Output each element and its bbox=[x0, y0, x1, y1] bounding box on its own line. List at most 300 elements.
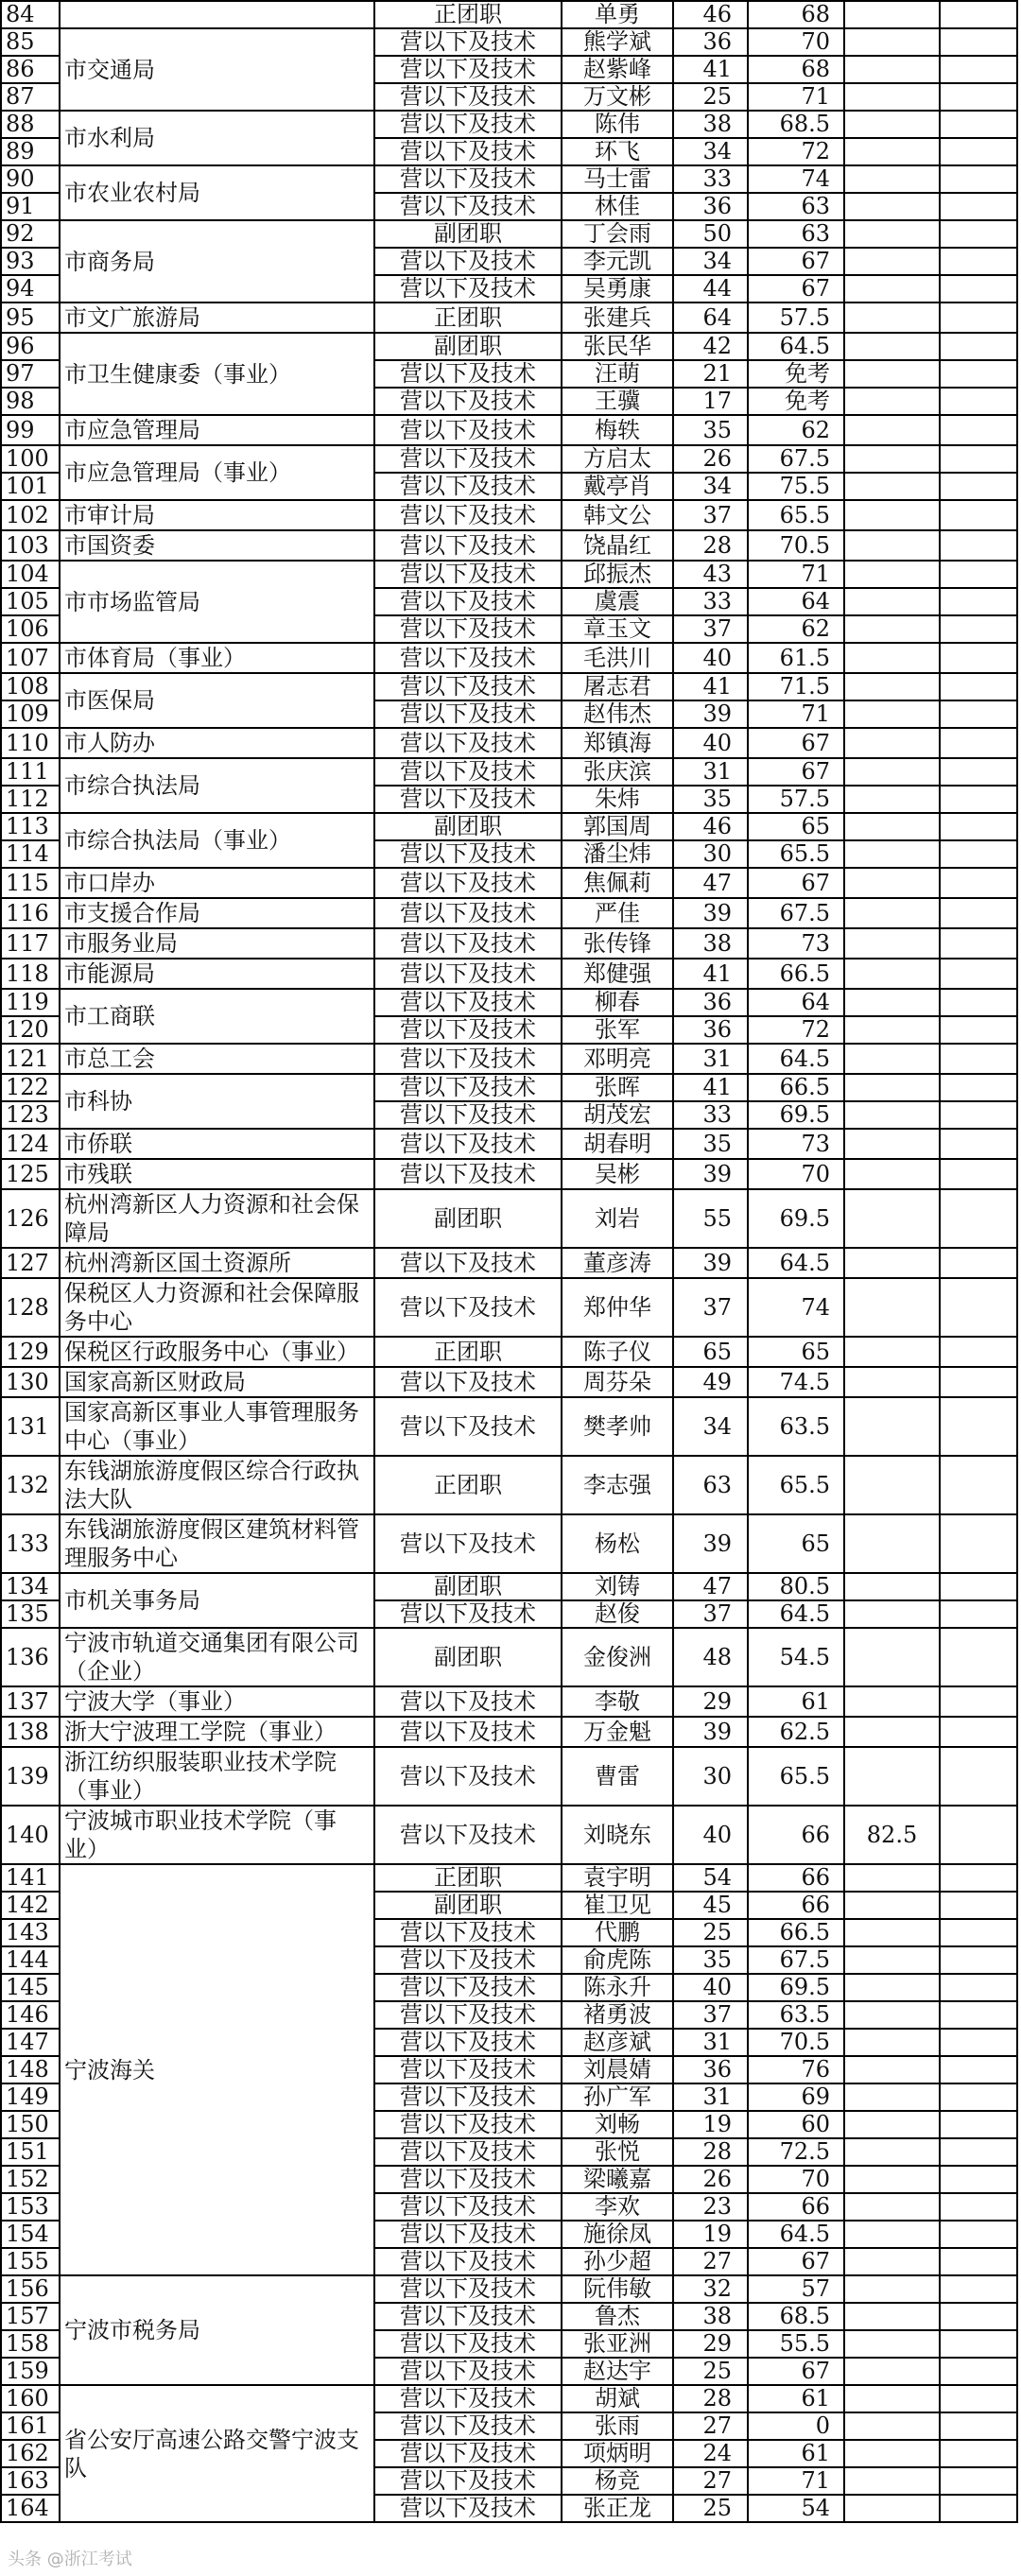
rank-cell: 营以下及技术 bbox=[374, 2248, 562, 2275]
age-cell: 19 bbox=[673, 2221, 748, 2248]
name-cell: 吴彬 bbox=[562, 1159, 673, 1189]
row-number: 143 bbox=[1, 1919, 60, 1946]
unit-cell: 杭州湾新区人力资源和社会保障局 bbox=[60, 1189, 374, 1248]
age-cell: 37 bbox=[673, 500, 748, 530]
empty-cell bbox=[940, 1747, 1017, 1806]
final-score-cell bbox=[844, 1367, 940, 1397]
age-cell: 28 bbox=[673, 2385, 748, 2412]
name-cell: 熊学斌 bbox=[562, 28, 673, 56]
empty-cell bbox=[940, 500, 1017, 530]
final-score-cell bbox=[844, 2056, 940, 2083]
empty-cell bbox=[940, 473, 1017, 500]
unit-cell: 市口岸办 bbox=[60, 868, 374, 898]
empty-cell bbox=[940, 2029, 1017, 2056]
age-cell: 41 bbox=[673, 1074, 748, 1101]
score-cell: 65 bbox=[748, 1514, 844, 1573]
table-row bbox=[1, 1514, 1017, 1573]
row-number: 87 bbox=[1, 83, 60, 111]
empty-cell bbox=[940, 1946, 1017, 1974]
row-number: 137 bbox=[1, 1686, 60, 1717]
age-cell: 42 bbox=[673, 333, 748, 360]
score-cell: 71 bbox=[748, 83, 844, 111]
rank-cell: 营以下及技术 bbox=[374, 2275, 562, 2303]
row-number: 121 bbox=[1, 1044, 60, 1074]
final-score-cell bbox=[844, 928, 940, 959]
rank-cell: 营以下及技术 bbox=[374, 898, 562, 928]
score-cell: 71.5 bbox=[748, 673, 844, 700]
row-number: 144 bbox=[1, 1946, 60, 1974]
age-cell: 32 bbox=[673, 2275, 748, 2303]
final-score-cell bbox=[844, 445, 940, 473]
unit-cell bbox=[60, 1, 374, 28]
unit-cell: 宁波海关 bbox=[60, 1864, 374, 2275]
name-cell: 崔卫见 bbox=[562, 1892, 673, 1919]
name-cell: 郑仲华 bbox=[562, 1278, 673, 1337]
unit-cell: 市交通局 bbox=[60, 28, 374, 111]
empty-cell bbox=[940, 1919, 1017, 1946]
rank-cell: 副团职 bbox=[374, 813, 562, 840]
age-cell: 65 bbox=[673, 1337, 748, 1367]
row-number: 159 bbox=[1, 2358, 60, 2385]
score-cell: 62 bbox=[748, 615, 844, 643]
age-cell: 27 bbox=[673, 2467, 748, 2495]
table-row bbox=[1, 673, 1017, 700]
age-cell: 37 bbox=[673, 615, 748, 643]
empty-cell bbox=[940, 415, 1017, 445]
score-cell: 67.5 bbox=[748, 898, 844, 928]
rank-cell: 营以下及技术 bbox=[374, 561, 562, 588]
age-cell: 46 bbox=[673, 813, 748, 840]
name-cell: 张亚洲 bbox=[562, 2330, 673, 2358]
rank-cell: 副团职 bbox=[374, 1892, 562, 1919]
final-score-cell bbox=[844, 248, 940, 275]
name-cell: 张悦 bbox=[562, 2138, 673, 2166]
unit-cell: 国家高新区事业人事管理服务中心（事业） bbox=[60, 1397, 374, 1456]
empty-cell bbox=[940, 1278, 1017, 1337]
rank-cell: 营以下及技术 bbox=[374, 2138, 562, 2166]
final-score-cell bbox=[844, 959, 940, 989]
age-cell: 47 bbox=[673, 868, 748, 898]
empty-cell bbox=[940, 2193, 1017, 2221]
row-number: 119 bbox=[1, 989, 60, 1016]
empty-cell bbox=[940, 1189, 1017, 1248]
row-number: 101 bbox=[1, 473, 60, 500]
empty-cell bbox=[940, 786, 1017, 813]
name-cell: 李元凯 bbox=[562, 248, 673, 275]
final-score-cell bbox=[844, 165, 940, 193]
score-cell: 66 bbox=[748, 2193, 844, 2221]
row-number: 142 bbox=[1, 1892, 60, 1919]
rank-cell: 正团职 bbox=[374, 1864, 562, 1892]
final-score-cell bbox=[844, 193, 940, 220]
table-row bbox=[1, 1717, 1017, 1747]
row-number: 129 bbox=[1, 1337, 60, 1367]
final-score-cell bbox=[844, 1892, 940, 1919]
age-cell: 41 bbox=[673, 673, 748, 700]
rank-cell: 营以下及技术 bbox=[374, 360, 562, 388]
score-cell: 64.5 bbox=[748, 333, 844, 360]
table-row bbox=[1, 303, 1017, 333]
row-number: 116 bbox=[1, 898, 60, 928]
name-cell: 刘晨婧 bbox=[562, 2056, 673, 2083]
final-score-cell bbox=[844, 1628, 940, 1686]
row-number: 109 bbox=[1, 700, 60, 728]
final-score-cell bbox=[844, 898, 940, 928]
final-score-cell bbox=[844, 673, 940, 700]
empty-cell bbox=[940, 959, 1017, 989]
name-cell: 梅轶 bbox=[562, 415, 673, 445]
watermark: 头条 @浙江考试 bbox=[8, 2550, 132, 2569]
final-score-cell: 82.5 bbox=[844, 1806, 940, 1864]
rank-cell: 营以下及技术 bbox=[374, 2056, 562, 2083]
unit-cell: 宁波城市职业技术学院（事业） bbox=[60, 1806, 374, 1864]
rank-cell: 营以下及技术 bbox=[374, 2330, 562, 2358]
name-cell: 万文彬 bbox=[562, 83, 673, 111]
final-score-cell bbox=[844, 360, 940, 388]
unit-cell: 市市场监管局 bbox=[60, 561, 374, 643]
table-row bbox=[1, 530, 1017, 561]
rank-cell: 正团职 bbox=[374, 1, 562, 28]
score-cell: 63.5 bbox=[748, 1397, 844, 1456]
age-cell: 26 bbox=[673, 445, 748, 473]
score-cell: 63 bbox=[748, 220, 844, 248]
age-cell: 38 bbox=[673, 2303, 748, 2330]
row-number: 105 bbox=[1, 588, 60, 615]
row-number: 100 bbox=[1, 445, 60, 473]
name-cell: 刘铸 bbox=[562, 1573, 673, 1600]
final-score-cell bbox=[844, 1248, 940, 1278]
rank-cell: 营以下及技术 bbox=[374, 1101, 562, 1129]
final-score-cell bbox=[844, 2358, 940, 2385]
row-number: 107 bbox=[1, 643, 60, 673]
unit-cell: 宁波大学（事业） bbox=[60, 1686, 374, 1717]
rank-cell: 营以下及技术 bbox=[374, 388, 562, 415]
score-cell: 62.5 bbox=[748, 1717, 844, 1747]
score-cell: 65 bbox=[748, 813, 844, 840]
age-cell: 55 bbox=[673, 1189, 748, 1248]
name-cell: 胡春明 bbox=[562, 1129, 673, 1159]
score-cell: 67 bbox=[748, 248, 844, 275]
name-cell: 董彦涛 bbox=[562, 1248, 673, 1278]
table-row bbox=[1, 1337, 1017, 1367]
final-score-cell bbox=[844, 111, 940, 138]
rank-cell: 营以下及技术 bbox=[374, 2111, 562, 2138]
empty-cell bbox=[940, 220, 1017, 248]
unit-cell: 浙江纺织服装职业技术学院（事业） bbox=[60, 1747, 374, 1806]
score-cell: 71 bbox=[748, 2467, 844, 2495]
final-score-cell bbox=[844, 1946, 940, 1974]
row-number: 133 bbox=[1, 1514, 60, 1573]
table-row bbox=[1, 643, 1017, 673]
age-cell: 44 bbox=[673, 275, 748, 303]
empty-cell bbox=[940, 530, 1017, 561]
age-cell: 36 bbox=[673, 193, 748, 220]
empty-cell bbox=[940, 165, 1017, 193]
rank-cell: 营以下及技术 bbox=[374, 2467, 562, 2495]
age-cell: 34 bbox=[673, 1397, 748, 1456]
row-number: 124 bbox=[1, 1129, 60, 1159]
unit-cell: 保税区行政服务中心（事业） bbox=[60, 1337, 374, 1367]
rank-cell: 营以下及技术 bbox=[374, 1686, 562, 1717]
score-cell: 70 bbox=[748, 28, 844, 56]
empty-cell bbox=[940, 303, 1017, 333]
unit-cell: 市农业农村局 bbox=[60, 165, 374, 220]
rank-cell: 营以下及技术 bbox=[374, 2385, 562, 2412]
final-score-cell bbox=[844, 1747, 940, 1806]
score-cell: 69.5 bbox=[748, 1974, 844, 2001]
row-number: 155 bbox=[1, 2248, 60, 2275]
row-number: 89 bbox=[1, 138, 60, 165]
name-cell: 胡斌 bbox=[562, 2385, 673, 2412]
age-cell: 39 bbox=[673, 898, 748, 928]
score-cell: 67 bbox=[748, 868, 844, 898]
score-cell: 66.5 bbox=[748, 959, 844, 989]
table-row bbox=[1, 868, 1017, 898]
final-score-cell bbox=[844, 56, 940, 83]
table-row bbox=[1, 111, 1017, 138]
empty-cell bbox=[940, 898, 1017, 928]
age-cell: 28 bbox=[673, 530, 748, 561]
row-number: 93 bbox=[1, 248, 60, 275]
row-number: 150 bbox=[1, 2111, 60, 2138]
unit-cell: 浙大宁波理工学院（事业） bbox=[60, 1717, 374, 1747]
rank-cell: 营以下及技术 bbox=[374, 2193, 562, 2221]
empty-cell bbox=[940, 1044, 1017, 1074]
final-score-cell bbox=[844, 333, 940, 360]
name-cell: 周芬朵 bbox=[562, 1367, 673, 1397]
unit-cell: 东钱湖旅游度假区综合行政执法大队 bbox=[60, 1456, 374, 1514]
table-row bbox=[1, 898, 1017, 928]
row-number: 130 bbox=[1, 1367, 60, 1397]
final-score-cell bbox=[844, 1044, 940, 1074]
empty-cell bbox=[940, 1456, 1017, 1514]
rank-cell: 正团职 bbox=[374, 1337, 562, 1367]
row-number: 146 bbox=[1, 2001, 60, 2029]
row-number: 97 bbox=[1, 360, 60, 388]
age-cell: 39 bbox=[673, 1717, 748, 1747]
row-number: 117 bbox=[1, 928, 60, 959]
unit-cell: 市能源局 bbox=[60, 959, 374, 989]
empty-cell bbox=[940, 1159, 1017, 1189]
rank-cell: 营以下及技术 bbox=[374, 28, 562, 56]
final-score-cell bbox=[844, 1189, 940, 1248]
name-cell: 邱振杰 bbox=[562, 561, 673, 588]
unit-cell: 市服务业局 bbox=[60, 928, 374, 959]
score-cell: 62 bbox=[748, 415, 844, 445]
unit-cell: 市商务局 bbox=[60, 220, 374, 303]
row-number: 160 bbox=[1, 2385, 60, 2412]
rank-cell: 营以下及技术 bbox=[374, 1074, 562, 1101]
row-number: 141 bbox=[1, 1864, 60, 1892]
name-cell: 单勇 bbox=[562, 1, 673, 28]
name-cell: 严佳 bbox=[562, 898, 673, 928]
unit-cell: 市侨联 bbox=[60, 1129, 374, 1159]
name-cell: 万金魁 bbox=[562, 1717, 673, 1747]
name-cell: 戴亭肖 bbox=[562, 473, 673, 500]
table-row bbox=[1, 1044, 1017, 1074]
final-score-cell bbox=[844, 1717, 940, 1747]
final-score-cell bbox=[844, 813, 940, 840]
score-cell: 74 bbox=[748, 165, 844, 193]
row-number: 95 bbox=[1, 303, 60, 333]
score-cell: 72 bbox=[748, 1016, 844, 1044]
row-number: 157 bbox=[1, 2303, 60, 2330]
age-cell: 63 bbox=[673, 1456, 748, 1514]
score-cell: 75.5 bbox=[748, 473, 844, 500]
score-cell: 68 bbox=[748, 1, 844, 28]
final-score-cell bbox=[844, 473, 940, 500]
final-score-cell bbox=[844, 840, 940, 868]
table-row bbox=[1, 1074, 1017, 1101]
name-cell: 刘畅 bbox=[562, 2111, 673, 2138]
row-number: 131 bbox=[1, 1397, 60, 1456]
rank-cell: 营以下及技术 bbox=[374, 445, 562, 473]
age-cell: 21 bbox=[673, 360, 748, 388]
rank-cell: 营以下及技术 bbox=[374, 2029, 562, 2056]
row-number: 104 bbox=[1, 561, 60, 588]
table-row bbox=[1, 928, 1017, 959]
unit-cell: 市残联 bbox=[60, 1159, 374, 1189]
empty-cell bbox=[940, 2221, 1017, 2248]
score-cell: 74.5 bbox=[748, 1367, 844, 1397]
score-cell: 67 bbox=[748, 758, 844, 786]
rank-cell: 营以下及技术 bbox=[374, 415, 562, 445]
rank-cell: 营以下及技术 bbox=[374, 530, 562, 561]
age-cell: 30 bbox=[673, 1747, 748, 1806]
rank-cell: 营以下及技术 bbox=[374, 1946, 562, 1974]
rank-cell: 营以下及技术 bbox=[374, 1397, 562, 1456]
final-score-cell bbox=[844, 275, 940, 303]
empty-cell bbox=[940, 1016, 1017, 1044]
score-cell: 69 bbox=[748, 2083, 844, 2111]
final-score-cell bbox=[844, 588, 940, 615]
rank-cell: 营以下及技术 bbox=[374, 2412, 562, 2440]
score-cell: 61 bbox=[748, 1686, 844, 1717]
score-cell: 66.5 bbox=[748, 1919, 844, 1946]
final-score-cell bbox=[844, 1514, 940, 1573]
age-cell: 39 bbox=[673, 1514, 748, 1573]
final-score-cell bbox=[844, 758, 940, 786]
rank-cell: 营以下及技术 bbox=[374, 473, 562, 500]
row-number: 106 bbox=[1, 615, 60, 643]
score-cell: 65.5 bbox=[748, 840, 844, 868]
score-cell: 64.5 bbox=[748, 1600, 844, 1628]
row-number: 149 bbox=[1, 2083, 60, 2111]
age-cell: 28 bbox=[673, 2138, 748, 2166]
score-cell: 65.5 bbox=[748, 1747, 844, 1806]
final-score-cell bbox=[844, 2166, 940, 2193]
final-score-cell bbox=[844, 700, 940, 728]
rank-cell: 营以下及技术 bbox=[374, 1367, 562, 1397]
score-cell: 64 bbox=[748, 989, 844, 1016]
row-number: 102 bbox=[1, 500, 60, 530]
name-cell: 李敬 bbox=[562, 1686, 673, 1717]
rank-cell: 营以下及技术 bbox=[374, 165, 562, 193]
row-number: 128 bbox=[1, 1278, 60, 1337]
name-cell: 赵彦斌 bbox=[562, 2029, 673, 2056]
final-score-cell bbox=[844, 1456, 940, 1514]
age-cell: 41 bbox=[673, 56, 748, 83]
row-number: 126 bbox=[1, 1189, 60, 1248]
empty-cell bbox=[940, 700, 1017, 728]
final-score-cell bbox=[844, 2303, 940, 2330]
empty-cell bbox=[940, 1974, 1017, 2001]
rank-cell: 营以下及技术 bbox=[374, 643, 562, 673]
score-cell: 80.5 bbox=[748, 1573, 844, 1600]
table-row bbox=[1, 1189, 1017, 1248]
empty-cell bbox=[940, 388, 1017, 415]
table-row bbox=[1, 165, 1017, 193]
empty-cell bbox=[940, 1686, 1017, 1717]
table-row bbox=[1, 500, 1017, 530]
score-cell: 67 bbox=[748, 2248, 844, 2275]
rank-cell: 营以下及技术 bbox=[374, 1974, 562, 2001]
rank-cell: 营以下及技术 bbox=[374, 1044, 562, 1074]
name-cell: 张军 bbox=[562, 1016, 673, 1044]
final-score-cell bbox=[844, 83, 940, 111]
name-cell: 项炳明 bbox=[562, 2440, 673, 2467]
final-score-cell bbox=[844, 2412, 940, 2440]
rank-cell: 副团职 bbox=[374, 1189, 562, 1248]
score-cell: 63.5 bbox=[748, 2001, 844, 2029]
final-score-cell bbox=[844, 1397, 940, 1456]
final-score-cell bbox=[844, 1337, 940, 1367]
age-cell: 35 bbox=[673, 415, 748, 445]
age-cell: 29 bbox=[673, 2330, 748, 2358]
name-cell: 鲁杰 bbox=[562, 2303, 673, 2330]
row-number: 122 bbox=[1, 1074, 60, 1101]
rank-cell: 正团职 bbox=[374, 1456, 562, 1514]
row-number: 120 bbox=[1, 1016, 60, 1044]
table-row bbox=[1, 1397, 1017, 1456]
name-cell: 陈永升 bbox=[562, 1974, 673, 2001]
name-cell: 梁曦嘉 bbox=[562, 2166, 673, 2193]
empty-cell bbox=[940, 56, 1017, 83]
age-cell: 34 bbox=[673, 248, 748, 275]
final-score-cell bbox=[844, 2221, 940, 2248]
unit-cell: 市国资委 bbox=[60, 530, 374, 561]
unit-cell: 宁波市轨道交通集团有限公司（企业） bbox=[60, 1628, 374, 1686]
score-cell: 72 bbox=[748, 138, 844, 165]
name-cell: 张庆滨 bbox=[562, 758, 673, 786]
rank-cell: 营以下及技术 bbox=[374, 1159, 562, 1189]
final-score-cell bbox=[844, 220, 940, 248]
name-cell: 金俊洲 bbox=[562, 1628, 673, 1686]
rank-cell: 营以下及技术 bbox=[374, 588, 562, 615]
table-row bbox=[1, 1628, 1017, 1686]
score-cell: 66 bbox=[748, 1892, 844, 1919]
empty-cell bbox=[940, 1628, 1017, 1686]
row-number: 84 bbox=[1, 1, 60, 28]
final-score-cell bbox=[844, 1974, 940, 2001]
empty-cell bbox=[940, 1600, 1017, 1628]
score-cell: 63 bbox=[748, 193, 844, 220]
table-row bbox=[1, 1129, 1017, 1159]
rank-cell: 营以下及技术 bbox=[374, 786, 562, 813]
final-score-cell bbox=[844, 303, 940, 333]
rank-cell: 营以下及技术 bbox=[374, 673, 562, 700]
empty-cell bbox=[940, 1367, 1017, 1397]
empty-cell bbox=[940, 1248, 1017, 1278]
name-cell: 林佳 bbox=[562, 193, 673, 220]
row-number: 113 bbox=[1, 813, 60, 840]
unit-cell: 市总工会 bbox=[60, 1044, 374, 1074]
final-score-cell bbox=[844, 2495, 940, 2522]
score-cell: 67 bbox=[748, 275, 844, 303]
score-cell: 57.5 bbox=[748, 786, 844, 813]
empty-cell bbox=[940, 2412, 1017, 2440]
row-number: 140 bbox=[1, 1806, 60, 1864]
